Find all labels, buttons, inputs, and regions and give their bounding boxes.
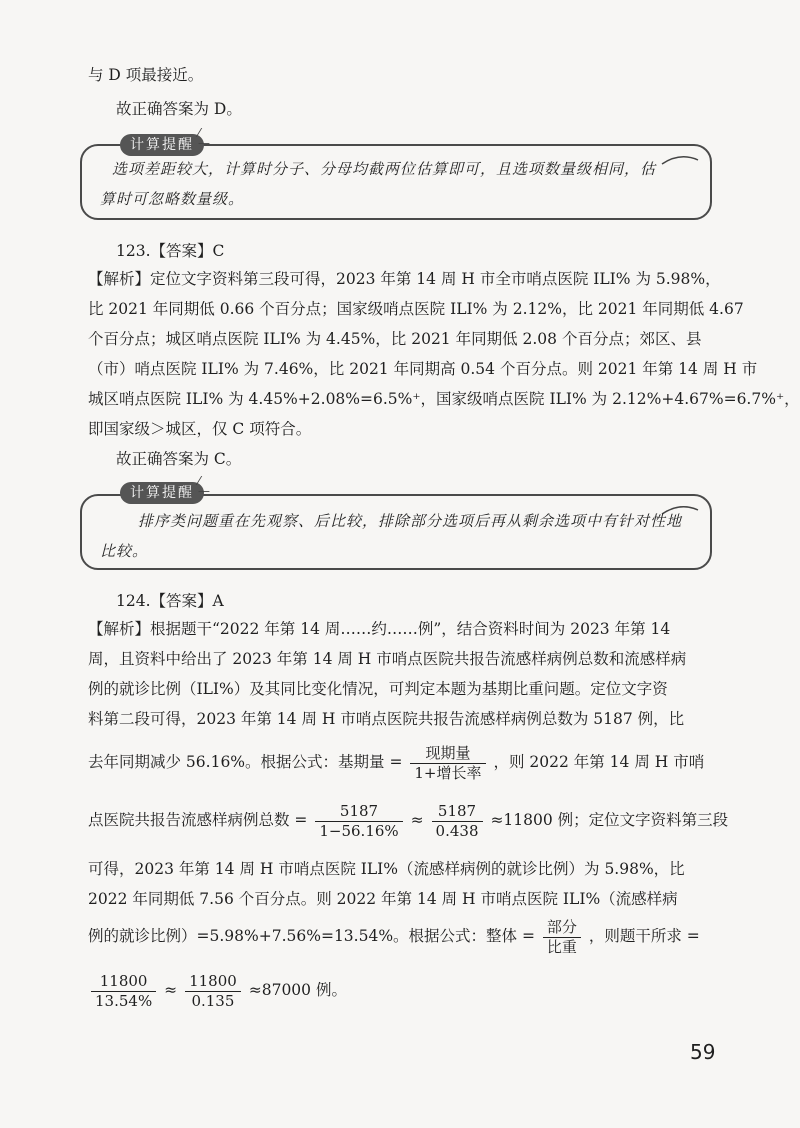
tip-text-line: 比较。 — [100, 542, 149, 560]
approx-symbol: ≈ — [410, 811, 424, 829]
fraction-whole — [543, 918, 581, 957]
text-segment: 点医院共报告流感样病例总数 = — [88, 811, 308, 829]
text-segment: 去年同期减少 56.16%。根据公式：基期量 = — [88, 753, 403, 771]
text-segment: ，则题干所求 = — [588, 927, 700, 945]
fraction-base-period — [410, 744, 485, 783]
text-line: （市）哨点医院 ILI% 为 7.46%，比 2021 年同期高 0.54 个百分点。则 2021 年第 14 周 H 市 — [88, 360, 758, 378]
fraction — [432, 802, 483, 841]
tip-text-line: 排序类问题重在先观察、后比较，排除部分选项后再从剩余选项中有针对性地 — [138, 512, 683, 530]
approx-symbol: ≈ — [164, 981, 178, 999]
text-segment: 例的就诊比例）=5.98%+7.56%=13.54%。根据公式：整体 = — [88, 927, 535, 945]
text-line: 比 2021 年同期低 0.66 个百分点；国家级哨点医院 ILI% 为 2.12%，比 2021 年同期低 4.67 — [88, 300, 744, 318]
denominator: 0.438 — [435, 821, 479, 840]
text-line: 2022 年同期低 7.56 个百分点。则 2022 年第 14 周 H 市哨点医院 ILI%（流感样病 — [88, 890, 678, 908]
denominator: 1+增长率 — [414, 763, 482, 782]
text-line: 【解析】根据题干“2022 年第 14 周……约……例”，结合资料时间为 2023 年第 14 — [88, 620, 671, 638]
formula-line — [88, 912, 720, 960]
text-line: 可得，2023 年第 14 周 H 市哨点医院 ILI%（流感样病例的就诊比例）为 5.98%，比 — [88, 860, 685, 878]
text-line: 料第二段可得，2023 年第 14 周 H 市哨点医院共报告流感样病例总数为 5187 例，比 — [88, 710, 685, 728]
answer-heading-124: 124.【答案】A — [116, 592, 224, 610]
calculation-tip-badge: 计算提醒 — [120, 482, 204, 504]
text-line: 与 D 项最接近。 — [88, 66, 204, 84]
text-line: 即国家级＞城区，仅 C 项符合。 — [88, 420, 312, 438]
fraction — [91, 972, 156, 1011]
calculation-tip-badge: 计算提醒 — [120, 134, 204, 156]
text-segment: ，则 2022 年第 14 周 H 市哨 — [493, 753, 705, 771]
text-line: 个百分点；城区哨点医院 ILI% 为 4.45%，比 2021 年同期低 2.08 个百分点；郊区、县 — [88, 330, 702, 348]
formula-line — [88, 966, 720, 1014]
formula-line — [88, 738, 720, 786]
conclusion-line: 故正确答案为 D。 — [116, 100, 242, 118]
denominator: 13.54% — [95, 991, 153, 1010]
numerator: 现期量 — [410, 744, 485, 764]
fraction — [185, 972, 241, 1011]
numerator: 11800 — [91, 972, 156, 992]
text-line: 【解析】定位文字资料第三段可得，2023 年第 14 周 H 市全市哨点医院 ILI% 为 5.98%， — [88, 270, 721, 288]
tip-text-line: 选项差距较大，计算时分子、分母均截两位估算即可，且选项数量级相同，估 — [112, 160, 657, 178]
fraction — [315, 802, 402, 841]
denominator: 比重 — [546, 937, 577, 956]
text-segment: ≈11800 例；定位文字资料第三段 — [490, 811, 729, 829]
numerator: 部分 — [543, 918, 581, 938]
text-segment: ≈87000 例。 — [248, 981, 347, 999]
text-line: 例的就诊比例（ILI%）及其同比变化情况，可判定本题为基期比重问题。定位文字资 — [88, 680, 668, 698]
denominator: 0.135 — [191, 991, 235, 1010]
conclusion-line: 故正确答案为 C。 — [116, 450, 242, 468]
numerator: 5187 — [315, 802, 402, 822]
tip-text-line: 算时可忽略数量级。 — [100, 190, 245, 208]
page-number: 59 — [690, 1040, 716, 1064]
text-line: 城区哨点医院 ILI% 为 4.45%+2.08%=6.5%⁺，国家级哨点医院 ILI% 为 2.12%+4.67%=6.7%⁺， — [88, 390, 800, 408]
sparkle-icon: ⁄ — — [198, 126, 210, 150]
text-line: 周，且资料中给出了 2023 年第 14 周 H 市哨点医院共报告流感样病例总数和流感样病 — [88, 650, 687, 668]
numerator: 5187 — [432, 802, 483, 822]
denominator: 1−56.16% — [319, 821, 399, 840]
numerator: 11800 — [185, 972, 241, 992]
formula-line — [88, 796, 729, 844]
answer-heading-123: 123.【答案】C — [116, 242, 225, 260]
sparkle-icon: ⁄ — — [198, 474, 210, 498]
